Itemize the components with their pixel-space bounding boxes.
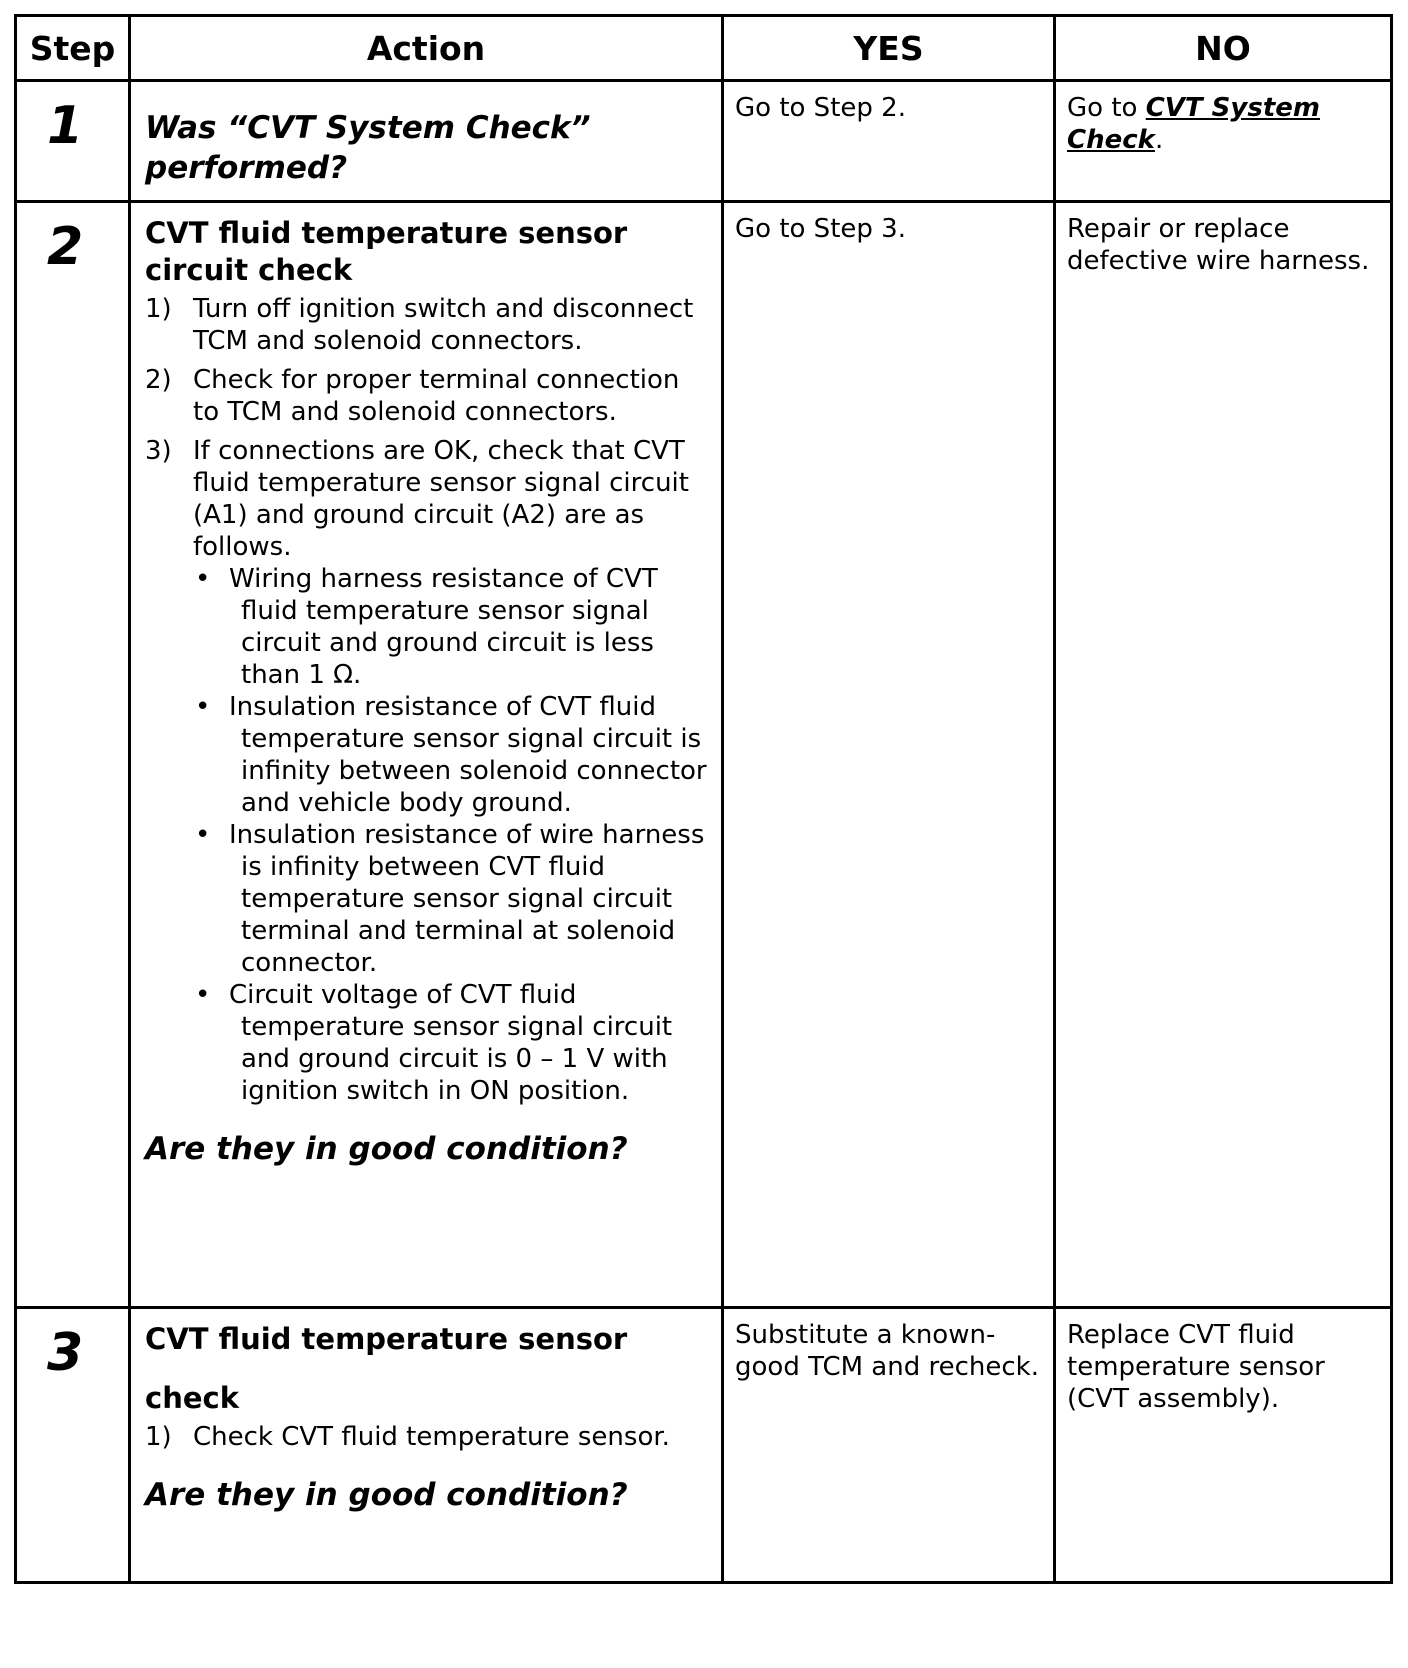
action-cell (130, 1308, 723, 1583)
list-item (145, 1421, 713, 1453)
no-cell (1055, 1308, 1392, 1583)
bullet-icon: • (195, 564, 211, 594)
bullet-text: Wiring harness resistance of CVT fluid temperature sensor signal circuit and ground circuit is less than 1 Ω. (229, 564, 658, 690)
yes-cell (723, 202, 1055, 1308)
table-row (16, 202, 1392, 1308)
step-heading-continued: check (145, 1381, 239, 1415)
no-cell (1055, 202, 1392, 1308)
action-cell (130, 81, 723, 202)
yes-result: Substitute a known-good TCM and recheck. (735, 1320, 1039, 1382)
no-cell (1055, 81, 1392, 202)
step-cell (16, 1308, 130, 1583)
step-question: Are they in good condition? (145, 1477, 628, 1513)
item-text: Check CVT fluid temperature sensor. (193, 1422, 670, 1452)
list-item (145, 293, 713, 357)
yes-result: Go to Step 2. (735, 93, 906, 123)
yes-cell (723, 1308, 1055, 1583)
step-heading: CVT fluid temperature sensor circuit check (145, 216, 628, 287)
step-number: 1 (47, 96, 84, 156)
action-column-header: Action (130, 16, 723, 81)
bullet-item (193, 563, 713, 691)
condition-bullets (193, 563, 713, 1107)
procedure-steps (145, 293, 713, 1107)
bullet-item (193, 691, 713, 819)
step-number: 2 (47, 217, 84, 277)
bullet-icon: • (195, 820, 211, 850)
item-number: 2) (145, 365, 172, 395)
list-item (145, 364, 713, 428)
item-text: Turn off ignition switch and disconnect TCM and solenoid connectors. (193, 294, 694, 356)
yes-cell (723, 81, 1055, 202)
bullet-text: Insulation resistance of CVT fluid temperature sensor signal circuit is infinity between solenoid connector and vehicle body ground. (229, 692, 707, 818)
step-number: 3 (47, 1323, 84, 1383)
bullet-icon: • (195, 980, 211, 1010)
table-row (16, 1308, 1392, 1583)
bullet-item (193, 979, 713, 1107)
no-result: Replace CVT fluid temperature sensor (CVT assembly). (1067, 1320, 1325, 1414)
bullet-item (193, 819, 713, 979)
item-text: If connections are OK, check that CVT fluid temperature sensor signal circuit (A1) and ground circuit (A2) are as follows. (193, 436, 689, 562)
list-item (145, 435, 713, 1107)
item-number: 3) (145, 436, 172, 466)
procedure-steps (145, 1421, 713, 1453)
table-row (16, 81, 1392, 202)
no-result-suffix: . (1154, 125, 1164, 155)
no-result-prefix: Go to (1067, 93, 1146, 123)
no-column-header: NO (1055, 16, 1392, 81)
item-number: 1) (145, 1422, 172, 1452)
yes-column-header: YES (723, 16, 1055, 81)
item-text: Check for proper terminal connection to TCM and solenoid connectors. (193, 365, 680, 427)
table-header-row (16, 16, 1392, 81)
step-cell (16, 202, 130, 1308)
step-question: Are they in good condition? (145, 1131, 628, 1167)
step-question: Was “CVT System Check” performed? (145, 110, 591, 186)
no-result: Repair or replace defective wire harness. (1067, 214, 1370, 276)
item-number: 1) (145, 294, 172, 324)
cvt-system-check-link[interactable]: CVT System Check (1067, 93, 1320, 155)
bullet-text: Insulation resistance of wire harness is infinity between CVT fluid temperature sensor signal circuit terminal and terminal at solenoid connector. (229, 820, 705, 978)
no-result (1056, 82, 1390, 156)
action-cell (130, 202, 723, 1308)
yes-result: Go to Step 3. (735, 214, 906, 244)
step-column-header: Step (16, 16, 130, 81)
step-heading: CVT fluid temperature sensor (145, 1322, 628, 1356)
diagnostic-procedure-table (14, 14, 1393, 1584)
step-cell (16, 81, 130, 202)
bullet-text: Circuit voltage of CVT fluid temperature sensor signal circuit and ground circuit is 0 – 1 V with ignition switch in ON position. (229, 980, 673, 1106)
bullet-icon: • (195, 692, 211, 722)
